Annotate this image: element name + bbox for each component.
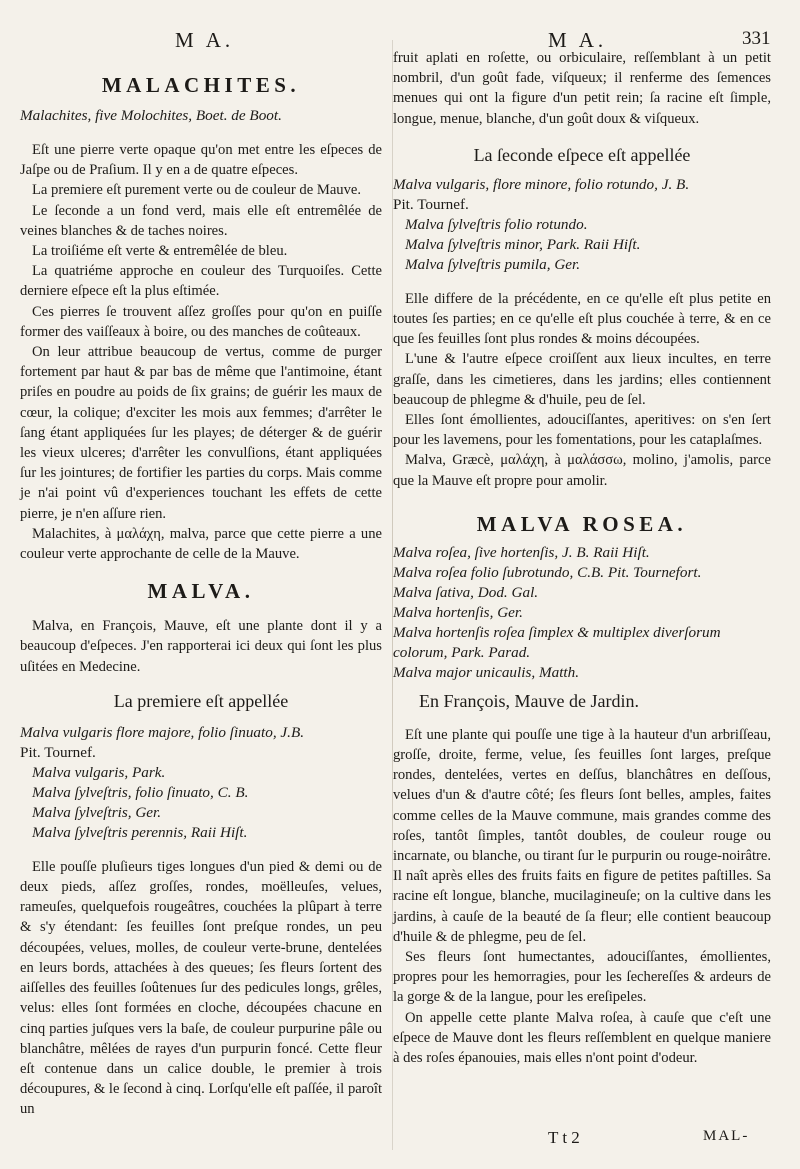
left-column — [20, 72, 382, 1120]
malva-second-synonym: Malva ſylveſtris minor, Park. Raii Hiſt. — [405, 235, 641, 253]
entry-title-malva-rosea: MALVA ROSEA. — [476, 511, 688, 536]
signature-mark: T t 2 — [548, 1128, 580, 1147]
malva-rosea-synonym: Malva ſativa, Dod. Gal. — [393, 583, 539, 601]
malachites-paragraph: La premiere eſt purement verte ou de couleur de Mauve. — [32, 182, 362, 199]
page-number: 331 — [742, 28, 771, 49]
malachites-paragraph: On leur attribue beaucoup de vertus, comme de purger fortement par haut & par bas de même que l'antimoine, étant priſes en poudre au poids de ſix grains; de guérir les maux de cœur, la colique; d'exciter les mois aux femmes; d'arrêter le ſang étant appliquées ſur les playes; de déterger & de guérir les vieux ulceres; d'arrêter les convulſions, étant appliquées ſur les jointures; de fortifier les parties du corps. Mais comme je n'ai point vû d'experiences touchant les effets de cette pierre, je n'en aſſure rien. — [20, 344, 382, 522]
malachites-paragraph: Ces pierres ſe trouvent aſſez groſſes pour qu'on en puiſſe former des vaiſſeaux à boire, ou des manches de coûteaux. — [20, 303, 382, 340]
malva-synonym: Malva ſylveſtris, folio ſinuato, C. B. — [32, 783, 249, 801]
malva-synonym: Malva vulgaris flore majore, folio ſinuato, J.B. — [20, 723, 305, 741]
malva-intro: Malva, en François, Mauve, eſt une plante dont il y a beaucoup d'eſpeces. J'en rapporterai ici deux qui ſont les plus uſitées en Medecine. — [20, 618, 382, 675]
malva-rosea-synonym: Malva hortenſis roſea ſimplex & multiplex diverſorum colorum, Park. Parad. — [393, 623, 721, 661]
malachites-paragraph: Eſt une pierre verte opaque qu'on met entre les eſpeces de Jaſpe ou de Praſium. Il y en a de quatre eſpeces. — [20, 142, 382, 179]
malva-second-species-heading: La ſeconde eſpece eſt appellée — [473, 144, 691, 165]
malva-second-synonym: Malva ſylveſtris pumila, Ger. — [405, 255, 581, 273]
malachites-etymology: Malachites, à μαλάχη, malva, parce que cette pierre a une couleur verte approchante de celle de la Mauve. — [20, 525, 382, 563]
malva-second-paragraph: L'une & l'autre eſpece croiſſent aux lieux incultes, en terre graſſe, dans les cimetieres, dans les jardins; elles contiennent beaucoup de phlegme & d'huile, peu de ſel. — [393, 351, 771, 408]
malva-synonym: Pit. Tournef. — [20, 743, 96, 761]
malva-continuation: fruit aplati en roſette, ou orbiculaire, reſſemblant à un petit nombril, d'un goût fade, viſqueux; il renferme des ſemences menues qui ont la figure d'un petit rein; ſa racine eſt ſimple, longue, menue, blanche, d'un goût doux & viſqueux. — [393, 50, 771, 127]
malachites-synonym: Malachites, five Molochites, Boet. de Boot. — [20, 107, 282, 124]
malva-synonym: Malva ſylveſtris, Ger. — [32, 803, 162, 821]
malva-rosea-synonym: Malva hortenſis, Ger. — [393, 603, 523, 621]
malachites-paragraph: La quatriéme approche en couleur des Turquoiſes. Cette derniere eſpece eſt la plus eſtimée. — [20, 263, 382, 300]
malva-rosea-synonym: Malva roſea folio ſubrotundo, C.B. Pit. Tournefort. — [393, 563, 702, 581]
malva-second-paragraph: Elles ſont émollientes, adouciſſantes, aperitives: on s'en ſert pour les lavemens, pour les fomentations, pour les cataplaſmes. — [393, 412, 771, 449]
running-head-left: M A. — [175, 28, 235, 52]
malachites-paragraph: Le ſeconde a un fond verd, mais elle eſt entremêlée de veines blanches & de taches noires. — [20, 202, 382, 239]
malva-synonym: Malva vulgaris, Park. — [32, 763, 166, 781]
entry-title-malva: MALVA. — [147, 579, 255, 604]
malva-second-paragraph: Elle differe de la précédente, en ce qu'elle eſt plus petite en toutes ſes parties; en ce qu'elle eſt plus couchée à terre, & en ce que ſes feuilles ſont plus rondes & moins découpées. — [393, 290, 771, 348]
entry-title-malachites: MALACHITES. — [101, 73, 301, 97]
malva-rosea-paragraph: Ses fleurs ſont humectantes, adouciſſantes, émollientes, propres pour les hemorragies, pour les ſechereſſes & ardeurs de la gorge & de la langue, pour les ereſipeles. — [393, 949, 771, 1006]
malva-rosea-french-name: En François, Mauve de Jardin. — [419, 690, 639, 711]
malva-rosea-paragraph: On appelle cette plante Malva roſea, à cauſe que c'eſt une eſpece de Mauve dont les fleurs reſſemblent en quelque maniere à des roſes épanouies, mais elles n'ont point d'odeur. — [393, 1009, 771, 1067]
malachites-paragraph: La troiſiéme eſt verte & entremêlée de bleu. — [32, 243, 288, 260]
malva-second-synonym: Pit. Tournef. — [393, 195, 469, 213]
catchword: MAL- — [703, 1128, 750, 1144]
right-column — [393, 48, 771, 1068]
malva-rosea-synonym: Malva major unicaulis, Matth. — [393, 663, 580, 681]
running-head-right: M A. — [548, 28, 608, 52]
malva-synonym: Malva ſylveſtris perennis, Raii Hiſt. — [32, 823, 248, 841]
malva-second-synonym: Malva ſylveſtris folio rotundo. — [405, 215, 588, 233]
malva-etymology: Malva, Græcè, μαλάχη, à μαλάσσω, molino, j'amolis, parce que la Mauve eſt propre pour amolir. — [393, 452, 771, 489]
malva-first-species-heading: La premiere eſt appellée — [113, 690, 289, 711]
malva-second-synonym: Malva vulgaris, flore minore, folio rotundo, J. B. — [393, 175, 690, 193]
malva-rosea-paragraph: Eſt une plante qui pouſſe une tige à la hauteur d'un arbriſſeau, groſſe, droite, ferme, velue, ſes feuilles ſont larges, preſque rondes, dentelées, vertes en deſſus, blanchâtres en deſſous, velues d'un & d'autre côté; ſes fleurs ſont belles, amples, faites comme celles de la Mauve commune, mais grandes comme des roſes, tantôt ſimples, tantôt doubles, de couleur rouge ou incarnate, ou blanche, ou tirant ſur le purpurin ou rouge-noirâtre. Il naît après elles des fruits faits en figure de petites paſtilles. Sa racine eſt longue, blanche, mucilagineuſe; on la cultive dans les jardins, à cauſe de la beauté de ſa fleur; elle contient beaucoup d'huile & de phlegme, peu de ſel. — [393, 726, 771, 945]
malva-description: Elle pouſſe pluſieurs tiges longues d'un pied & demi ou de deux pieds, aſſez groſſes, rondes, moëlleuſes, velues, rameuſes, quelquefois rougeâtres, couchées la plûpart à terre & s'y étendant: ſes feuilles ſont preſque rondes, un peu découpées, velues, molles, de couleur verte-brune, dentelées en leurs bords, attachées à des queues; ſes fleurs ſortent des aiſſelles des feuilles ſoûtenues ſur des pedicules longs, grêles, velus: elles ſont formées en cloche, découpées chacune en cinq parties juſques vers la baſe, de couleur purpurine pâle ou blanchâtre, mêlées de rayes d'un purpurin foncé. Cette fleur eſt contenue dans un calice double, le premier à trois découpures, & le ſecond à cinq. Lorſqu'elle eſt paſſée, il paroît un — [20, 858, 382, 1118]
malva-rosea-synonym: Malva roſea, ſive hortenſis, J. B. Raii Hiſt. — [393, 543, 650, 561]
